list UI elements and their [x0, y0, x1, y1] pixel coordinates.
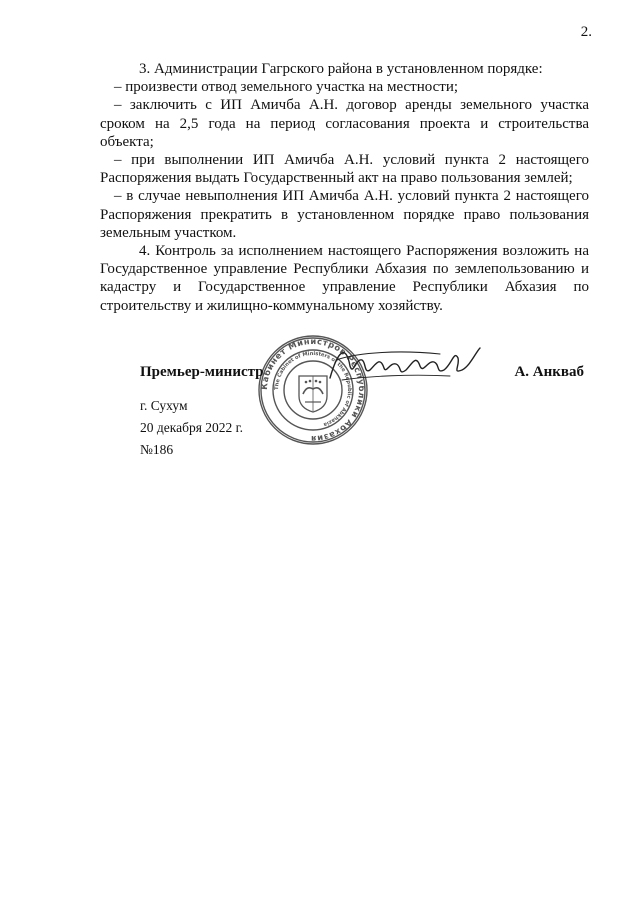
document-number: №186: [140, 442, 174, 457]
seal-inner-text: The Cabinet of Ministers of the Republic of Abkhazia: [273, 350, 353, 428]
paragraph: 3. Администрации Гагрского района в установленном порядке:: [139, 61, 543, 77]
document-date: 20 декабря 2022 г.: [140, 420, 244, 435]
list-item: – произвести отвод земельного участка на местности;: [114, 79, 459, 96]
handwritten-signature: [320, 340, 490, 390]
list-item: – в случае невыполнения ИП Амичба А.Н. условий пункта 2 настоящего Распоряжения прекратить в установленном порядке право пользования земельным участком.: [100, 188, 589, 241]
signatory-name: А. Анкваб: [514, 364, 584, 380]
signatory-title: Премьер-министр: [140, 364, 264, 380]
page-number: 2.: [580, 24, 592, 40]
document-place: г. Сухум: [140, 398, 188, 413]
list-item: – заключить с ИП Амичба А.Н. договор аренды земельного участка сроком на 2,5 года на период согласования проекта и строительства объекта;: [100, 97, 589, 150]
paragraph: 4. Контроль за исполнением настоящего Распоряжения возложить на Государственное управление Республики Абхазия по землепользованию и кадастру и Государственное управление Республики Абхазия по строительству и жилищно-коммунальному хозяйству.: [100, 243, 589, 314]
seal-outer-text: Кабинет Министров Республики Абхазия: [258, 335, 368, 445]
list-item: – при выполнении ИП Амичба А.Н. условий пункта 2 настоящего Распоряжения выдать Государственный акт на право пользования землей;: [100, 152, 589, 187]
document-body: [100, 60, 589, 315]
